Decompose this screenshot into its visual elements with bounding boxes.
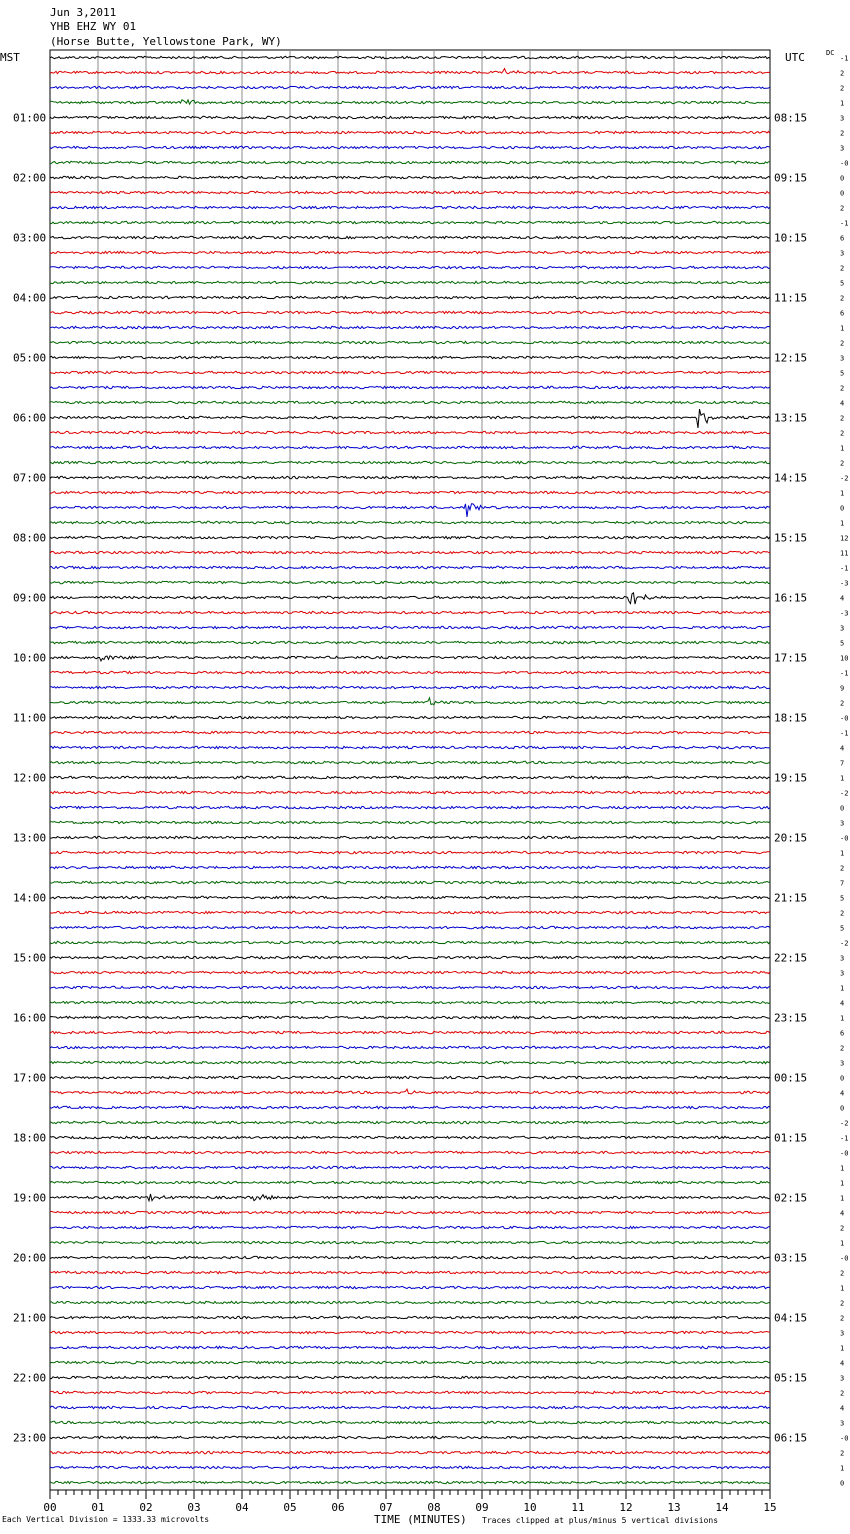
utc-hour-label: 17:15 <box>774 651 808 665</box>
mst-hour-label: 18:00 <box>13 1131 47 1145</box>
seismic-trace <box>50 1376 770 1378</box>
dc-offset-label: 1 <box>840 1164 845 1173</box>
x-tick-label: 09 <box>475 1501 489 1514</box>
x-tick-label: 07 <box>379 1501 393 1514</box>
dc-offset-label: 3 <box>840 1419 845 1428</box>
seismic-trace <box>50 1361 770 1363</box>
utc-hour-label: 01:15 <box>774 1131 808 1145</box>
utc-hour-label: 23:15 <box>774 1011 808 1025</box>
dc-offset-label: 2 <box>840 294 845 303</box>
dc-offset-label: 3 <box>840 969 845 978</box>
seismic-trace <box>50 1451 770 1453</box>
seismic-trace <box>50 401 770 403</box>
seismic-trace <box>50 409 770 428</box>
seismic-trace <box>50 1406 770 1408</box>
scale-note: Each Vertical Division = 1333.33 microvolts <box>2 1515 210 1524</box>
dc-offset-label: -1 <box>840 1134 849 1143</box>
seismic-trace <box>50 86 770 88</box>
seismic-trace <box>50 1121 770 1123</box>
dc-offset-label: 12 <box>840 534 849 543</box>
clip-note: Traces clipped at plus/minus 5 vertical divisions <box>482 1516 719 1525</box>
seismic-trace <box>50 1286 770 1288</box>
seismic-trace <box>50 911 770 913</box>
dc-offset-label: 3 <box>840 1374 845 1383</box>
seismic-trace <box>50 566 770 568</box>
seismic-trace <box>50 1046 770 1048</box>
dc-offset-label: 0 <box>840 174 845 183</box>
seismic-trace <box>50 1061 770 1063</box>
seismic-trace <box>50 671 770 673</box>
seismic-trace <box>50 1089 770 1094</box>
x-tick-label: 00 <box>43 1501 57 1514</box>
dc-offset-label: 2 <box>840 264 845 273</box>
seismic-trace <box>50 1031 770 1033</box>
dc-offset-label: 0 <box>840 189 845 198</box>
mst-hour-label: 14:00 <box>13 891 47 905</box>
dc-offset-label: 4 <box>840 1209 845 1218</box>
mst-hour-label: 02:00 <box>13 171 47 185</box>
dc-offset-label: 2 <box>840 84 845 93</box>
dc-offset-label: 7 <box>840 879 845 888</box>
seismic-trace <box>50 1151 770 1153</box>
seismic-trace <box>50 1136 770 1138</box>
seismic-trace <box>50 266 770 268</box>
utc-hour-label: 12:15 <box>774 351 808 365</box>
seismic-trace <box>50 593 770 604</box>
dc-offset-label: 3 <box>840 249 845 258</box>
dc-offset-label: 7 <box>840 759 845 768</box>
dc-offset-label: 3 <box>840 819 845 828</box>
seismic-trace <box>50 1421 770 1423</box>
utc-hour-label: 13:15 <box>774 411 808 425</box>
dc-offset-label: 1 <box>840 1284 845 1293</box>
dc-offset-label: -0 <box>840 1434 849 1443</box>
seismic-trace <box>50 956 770 958</box>
seismic-trace <box>50 69 770 74</box>
dc-label: DC <box>826 49 835 57</box>
seismic-trace <box>50 100 770 105</box>
seismic-trace <box>50 1226 770 1228</box>
seismic-trace <box>50 1016 770 1018</box>
dc-offset-label: 5 <box>840 894 845 903</box>
seismic-trace <box>50 1194 770 1201</box>
header-location: (Horse Butte, Yellowstone Park, WY) <box>50 35 282 48</box>
dc-offset-label: 11 <box>840 549 849 558</box>
dc-offset-label: 10 <box>840 654 849 663</box>
dc-offset-label: 4 <box>840 744 845 753</box>
dc-offset-label: -0 <box>840 1254 849 1263</box>
dc-offset-label: 1 <box>840 849 845 858</box>
seismic-trace <box>50 776 770 778</box>
seismic-trace <box>50 386 770 388</box>
dc-offset-label: 2 <box>840 204 845 213</box>
seismic-trace <box>50 56 770 58</box>
dc-offset-label: 1 <box>840 1464 845 1473</box>
utc-axis-label: UTC <box>785 51 805 64</box>
utc-hour-label: 19:15 <box>774 771 808 785</box>
seismic-trace <box>50 161 770 163</box>
dc-offset-label: 5 <box>840 639 845 648</box>
utc-hour-label: 05:15 <box>774 1371 808 1385</box>
seismic-trace <box>50 1271 770 1273</box>
dc-offset-label: 2 <box>840 339 845 348</box>
dc-offset-label: 1 <box>840 984 845 993</box>
seismic-trace <box>50 1211 770 1213</box>
seismic-trace <box>50 461 770 463</box>
dc-offset-label: 1 <box>840 324 845 333</box>
seismic-trace <box>50 881 770 883</box>
dc-offset-label: 6 <box>840 309 845 318</box>
utc-hour-label: 14:15 <box>774 471 808 485</box>
seismic-trace <box>50 504 770 517</box>
seismic-trace <box>50 371 770 373</box>
x-tick-label: 01 <box>91 1501 105 1514</box>
seismic-trace <box>50 656 770 661</box>
x-tick-label: 08 <box>427 1501 441 1514</box>
dc-offset-label: 0 <box>840 1479 845 1488</box>
mst-hour-label: 16:00 <box>13 1011 47 1025</box>
x-tick-label: 02 <box>139 1501 153 1514</box>
seismic-trace <box>50 521 770 523</box>
dc-offset-label: 3 <box>840 144 845 153</box>
x-tick-label: 03 <box>187 1501 201 1514</box>
dc-offset-label: -2 <box>840 939 849 948</box>
x-tick-label: 14 <box>715 1501 729 1514</box>
utc-hour-label: 09:15 <box>774 171 808 185</box>
seismic-trace <box>50 716 770 718</box>
dc-offset-label: 2 <box>840 414 845 423</box>
dc-offset-label: -2 <box>840 1119 849 1128</box>
utc-hour-label: 10:15 <box>774 231 808 245</box>
dc-offset-label: 4 <box>840 1089 845 1098</box>
mst-hour-label: 13:00 <box>13 831 47 845</box>
seismic-trace <box>50 698 770 705</box>
dc-offset-label: 5 <box>840 369 845 378</box>
mst-hour-label: 23:00 <box>13 1431 47 1445</box>
seismic-trace <box>50 446 770 448</box>
utc-hour-label: 16:15 <box>774 591 808 605</box>
x-tick-label: 15 <box>763 1501 777 1514</box>
utc-hour-label: 20:15 <box>774 831 808 845</box>
seismic-trace <box>50 191 770 193</box>
seismic-trace <box>50 686 770 688</box>
seismic-trace <box>50 626 770 628</box>
dc-offset-label: 0 <box>840 804 845 813</box>
dc-offset-label: -3 <box>840 579 849 588</box>
seismic-trace <box>50 356 770 358</box>
seismic-trace <box>50 1106 770 1108</box>
dc-offset-label: 3 <box>840 1329 845 1338</box>
seismic-trace <box>50 746 770 748</box>
seismic-trace <box>50 1241 770 1243</box>
seismic-trace <box>50 611 770 613</box>
dc-offset-label: 2 <box>840 1449 845 1458</box>
seismic-trace <box>50 1001 770 1003</box>
dc-offset-label: 3 <box>840 1059 845 1068</box>
dc-offset-label: 2 <box>840 1044 845 1053</box>
mst-hour-label: 20:00 <box>13 1251 47 1265</box>
x-tick-label: 10 <box>523 1501 537 1514</box>
dc-offset-label: 5 <box>840 279 845 288</box>
seismic-trace <box>50 146 770 148</box>
mst-hour-label: 21:00 <box>13 1311 47 1325</box>
dc-offset-label: -1 <box>840 669 849 678</box>
dc-offset-label: 5 <box>840 924 845 933</box>
dc-offset-label: -2 <box>840 789 849 798</box>
mst-hour-label: 06:00 <box>13 411 47 425</box>
x-tick-label: 05 <box>283 1501 297 1514</box>
dc-offset-label: 2 <box>840 1389 845 1398</box>
utc-hour-label: 22:15 <box>774 951 808 965</box>
seismic-trace <box>50 296 770 298</box>
dc-offset-label: 2 <box>840 429 845 438</box>
seismic-trace <box>50 1436 770 1438</box>
dc-offset-label: 1 <box>840 1194 845 1203</box>
dc-offset-label: 2 <box>840 459 845 468</box>
seismic-trace <box>50 1316 770 1318</box>
dc-offset-label: 1 <box>840 1344 845 1353</box>
seismic-trace <box>50 116 770 118</box>
dc-offset-label: 2 <box>840 384 845 393</box>
dc-offset-label: 1 <box>840 1239 845 1248</box>
dc-offset-label: -3 <box>840 609 849 618</box>
seismic-trace <box>50 1391 770 1393</box>
seismic-trace <box>50 236 770 238</box>
dc-offset-label: 2 <box>840 1269 845 1278</box>
mst-axis-label: MST <box>0 51 20 64</box>
dc-offset-label: 2 <box>840 1299 845 1308</box>
mst-hour-label: 10:00 <box>13 651 47 665</box>
dc-offset-label: 1 <box>840 774 845 783</box>
seismic-trace <box>50 971 770 973</box>
x-tick-label: 04 <box>235 1501 249 1514</box>
seismic-trace <box>50 926 770 928</box>
seismic-trace <box>50 941 770 943</box>
seismic-trace <box>50 986 770 988</box>
dc-offset-label: 2 <box>840 1224 845 1233</box>
mst-hour-label: 19:00 <box>13 1191 47 1205</box>
utc-hour-label: 02:15 <box>774 1191 808 1205</box>
dc-offset-label: 1 <box>840 99 845 108</box>
mst-hour-label: 05:00 <box>13 351 47 365</box>
dc-offset-label: 1 <box>840 519 845 528</box>
seismic-trace <box>50 326 770 328</box>
dc-offset-label: 2 <box>840 864 845 873</box>
dc-offset-label: -1 <box>840 54 849 63</box>
mst-hour-label: 03:00 <box>13 231 47 245</box>
seismic-trace <box>50 836 770 838</box>
seismic-trace <box>50 491 770 493</box>
utc-hour-label: 18:15 <box>774 711 808 725</box>
dc-offset-label: 1 <box>840 444 845 453</box>
x-tick-label: 11 <box>571 1501 585 1514</box>
utc-hour-label: 08:15 <box>774 111 808 125</box>
dc-offset-label: -0 <box>840 159 849 168</box>
seismic-trace <box>50 221 770 223</box>
dc-offset-label: -0 <box>840 1149 849 1158</box>
dc-offset-label: 6 <box>840 234 845 243</box>
seismic-trace <box>50 851 770 853</box>
seismic-trace <box>50 281 770 283</box>
x-tick-label: 13 <box>667 1501 681 1514</box>
mst-hour-label: 15:00 <box>13 951 47 965</box>
seismic-trace <box>50 1181 770 1183</box>
dc-offset-label: 4 <box>840 1359 845 1368</box>
seismic-trace <box>50 1256 770 1258</box>
seismic-trace <box>50 791 770 793</box>
seismic-trace <box>50 866 770 868</box>
seismic-trace <box>50 341 770 343</box>
dc-offset-label: -0 <box>840 834 849 843</box>
dc-offset-label: 1 <box>840 1179 845 1188</box>
dc-offset-label: 0 <box>840 504 845 513</box>
seismic-trace <box>50 1166 770 1168</box>
dc-offset-label: -1 <box>840 729 849 738</box>
seismic-trace <box>50 1481 770 1483</box>
mst-hour-label: 17:00 <box>13 1071 47 1085</box>
seismic-trace <box>50 476 770 478</box>
seismic-trace <box>50 821 770 823</box>
seismic-trace <box>50 551 770 553</box>
dc-offset-label: 3 <box>840 114 845 123</box>
dc-offset-label: 2 <box>840 129 845 138</box>
utc-hour-label: 03:15 <box>774 1251 808 1265</box>
seismic-trace <box>50 1076 770 1078</box>
seismic-trace <box>50 431 770 433</box>
seismic-trace <box>50 176 770 178</box>
seismic-trace <box>50 761 770 763</box>
mst-hour-label: 08:00 <box>13 531 47 545</box>
dc-offset-label: 1 <box>840 1014 845 1023</box>
mst-hour-label: 07:00 <box>13 471 47 485</box>
dc-offset-label: -1 <box>840 219 849 228</box>
seismic-trace <box>50 731 770 733</box>
seismic-trace <box>50 581 770 583</box>
dc-offset-label: 0 <box>840 1104 845 1113</box>
dc-offset-label: 3 <box>840 954 845 963</box>
seismic-trace <box>50 806 770 808</box>
seismic-trace <box>50 1346 770 1348</box>
dc-offset-label: 4 <box>840 999 845 1008</box>
dc-offset-label: 6 <box>840 1029 845 1038</box>
seismic-trace <box>50 251 770 253</box>
dc-offset-label: 3 <box>840 624 845 633</box>
seismic-trace <box>50 1301 770 1303</box>
seismic-trace <box>50 1466 770 1468</box>
header-date: Jun 3,2011 <box>50 6 117 19</box>
seismic-trace <box>50 1331 770 1333</box>
header-station: YHB EHZ WY 01 <box>50 20 137 33</box>
dc-offset-label: -0 <box>840 714 849 723</box>
dc-offset-label: -2 <box>840 474 849 483</box>
utc-hour-label: 04:15 <box>774 1311 808 1325</box>
dc-offset-label: 4 <box>840 399 845 408</box>
dc-offset-label: 4 <box>840 594 845 603</box>
seismic-trace <box>50 641 770 643</box>
utc-hour-label: 15:15 <box>774 531 808 545</box>
dc-offset-label: 0 <box>840 1074 845 1083</box>
seismic-trace <box>50 131 770 133</box>
seismic-trace <box>50 206 770 208</box>
seismic-trace <box>50 896 770 898</box>
mst-hour-label: 01:00 <box>13 111 47 125</box>
utc-hour-label: 11:15 <box>774 291 808 305</box>
dc-offset-label: 2 <box>840 699 845 708</box>
utc-hour-label: 00:15 <box>774 1071 808 1085</box>
mst-hour-label: 12:00 <box>13 771 47 785</box>
dc-offset-label: 2 <box>840 1314 845 1323</box>
dc-offset-label: 9 <box>840 684 845 693</box>
dc-offset-label: 2 <box>840 909 845 918</box>
mst-hour-label: 22:00 <box>13 1371 47 1385</box>
x-tick-label: 06 <box>331 1501 345 1514</box>
seismic-trace <box>50 536 770 538</box>
dc-offset-label: 1 <box>840 489 845 498</box>
dc-offset-label: 3 <box>840 354 845 363</box>
mst-hour-label: 11:00 <box>13 711 47 725</box>
seismic-trace <box>50 311 770 313</box>
x-tick-label: 12 <box>619 1501 633 1514</box>
mst-hour-label: 04:00 <box>13 291 47 305</box>
utc-hour-label: 21:15 <box>774 891 808 905</box>
dc-offset-label: 4 <box>840 1404 845 1413</box>
mst-hour-label: 09:00 <box>13 591 47 605</box>
utc-hour-label: 06:15 <box>774 1431 808 1445</box>
dc-offset-label: 2 <box>840 69 845 78</box>
dc-offset-label: -1 <box>840 564 849 573</box>
x-axis-title: TIME (MINUTES) <box>374 1513 467 1526</box>
